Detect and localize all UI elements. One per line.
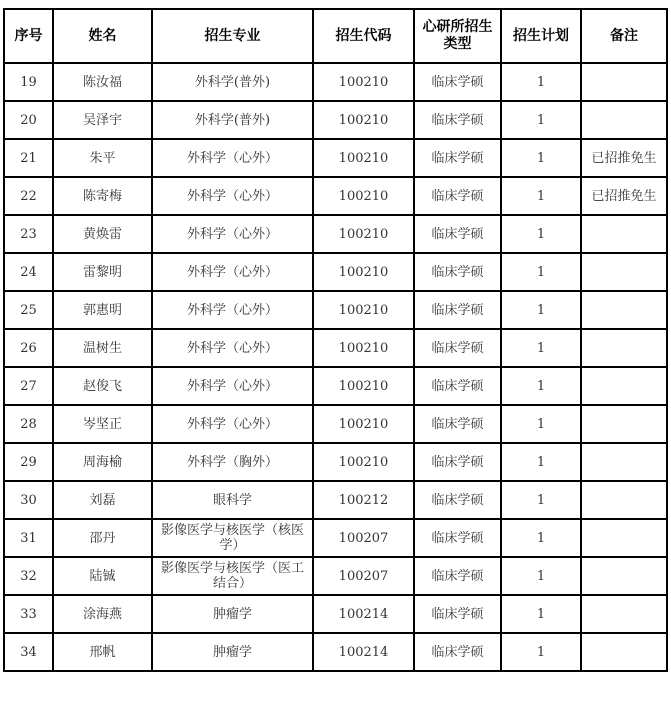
cell-code: 100210 xyxy=(313,139,414,177)
cell-major: 外科学（心外） xyxy=(152,405,313,443)
cell-name: 郭惠明 xyxy=(53,291,152,329)
cell-plan: 1 xyxy=(501,177,581,215)
cell-name: 刘磊 xyxy=(53,481,152,519)
cell-index: 25 xyxy=(4,291,53,329)
cell-index: 19 xyxy=(4,63,53,101)
table-row xyxy=(4,405,667,443)
cell-major: 外科学（心外） xyxy=(152,139,313,177)
cell-type: 临床学硕 xyxy=(414,139,501,177)
cell-index: 29 xyxy=(4,443,53,481)
cell-index: 32 xyxy=(4,557,53,595)
cell-name: 陈寄梅 xyxy=(53,177,152,215)
header-code: 招生代码 xyxy=(313,9,414,63)
table-row xyxy=(4,329,667,367)
cell-code: 100214 xyxy=(313,595,414,633)
cell-note xyxy=(581,215,667,253)
cell-major: 外科学（心外） xyxy=(152,177,313,215)
cell-plan: 1 xyxy=(501,367,581,405)
cell-plan: 1 xyxy=(501,63,581,101)
cell-type: 临床学硕 xyxy=(414,177,501,215)
cell-code: 100210 xyxy=(313,443,414,481)
cell-plan: 1 xyxy=(501,139,581,177)
cell-code: 100210 xyxy=(313,405,414,443)
cell-note xyxy=(581,481,667,519)
cell-index: 33 xyxy=(4,595,53,633)
cell-type: 临床学硕 xyxy=(414,519,501,557)
cell-index: 34 xyxy=(4,633,53,671)
cell-index: 20 xyxy=(4,101,53,139)
cell-type: 临床学硕 xyxy=(414,633,501,671)
cell-type: 临床学硕 xyxy=(414,101,501,139)
cell-plan: 1 xyxy=(501,215,581,253)
header-note: 备注 xyxy=(581,9,667,63)
cell-plan: 1 xyxy=(501,595,581,633)
cell-type: 临床学硕 xyxy=(414,443,501,481)
header-name: 姓名 xyxy=(53,9,152,63)
cell-name: 吴泽宇 xyxy=(53,101,152,139)
cell-index: 28 xyxy=(4,405,53,443)
table-row xyxy=(4,633,667,671)
cell-name: 黄焕雷 xyxy=(53,215,152,253)
cell-name: 周海榆 xyxy=(53,443,152,481)
table-row xyxy=(4,443,667,481)
cell-note xyxy=(581,253,667,291)
cell-major: 肿瘤学 xyxy=(152,595,313,633)
cell-name: 赵俊飞 xyxy=(53,367,152,405)
cell-name: 陆铖 xyxy=(53,557,152,595)
cell-name: 温树生 xyxy=(53,329,152,367)
table-body xyxy=(4,63,667,671)
cell-code: 100214 xyxy=(313,633,414,671)
cell-note xyxy=(581,519,667,557)
cell-note xyxy=(581,557,667,595)
cell-type: 临床学硕 xyxy=(414,367,501,405)
cell-major: 影像医学与核医学（核医学） xyxy=(152,519,313,557)
cell-note xyxy=(581,633,667,671)
cell-major: 外科学（心外） xyxy=(152,215,313,253)
cell-type: 临床学硕 xyxy=(414,595,501,633)
cell-code: 100210 xyxy=(313,101,414,139)
table-row xyxy=(4,481,667,519)
table-row xyxy=(4,595,667,633)
cell-index: 26 xyxy=(4,329,53,367)
cell-plan: 1 xyxy=(501,481,581,519)
table-row xyxy=(4,253,667,291)
table-row xyxy=(4,177,667,215)
cell-index: 30 xyxy=(4,481,53,519)
cell-type: 临床学硕 xyxy=(414,253,501,291)
cell-code: 100210 xyxy=(313,63,414,101)
cell-code: 100210 xyxy=(313,367,414,405)
cell-index: 22 xyxy=(4,177,53,215)
cell-name: 岑坚正 xyxy=(53,405,152,443)
cell-plan: 1 xyxy=(501,329,581,367)
cell-code: 100210 xyxy=(313,253,414,291)
table-row xyxy=(4,139,667,177)
cell-code: 100210 xyxy=(313,215,414,253)
table-header-row xyxy=(4,9,667,63)
header-major: 招生专业 xyxy=(152,9,313,63)
cell-note xyxy=(581,329,667,367)
cell-code: 100210 xyxy=(313,291,414,329)
cell-note xyxy=(581,367,667,405)
cell-note xyxy=(581,291,667,329)
cell-index: 31 xyxy=(4,519,53,557)
cell-name: 涂海燕 xyxy=(53,595,152,633)
cell-type: 临床学硕 xyxy=(414,291,501,329)
cell-major: 外科学（心外） xyxy=(152,329,313,367)
cell-major: 外科学（心外） xyxy=(152,253,313,291)
cell-note xyxy=(581,443,667,481)
cell-name: 雷黎明 xyxy=(53,253,152,291)
enrollment-table xyxy=(3,8,668,672)
cell-code: 100212 xyxy=(313,481,414,519)
cell-note xyxy=(581,101,667,139)
cell-name: 朱平 xyxy=(53,139,152,177)
cell-major: 外科学（胸外） xyxy=(152,443,313,481)
header-plan: 招生计划 xyxy=(501,9,581,63)
cell-note xyxy=(581,595,667,633)
cell-major: 外科学（心外） xyxy=(152,367,313,405)
table-row xyxy=(4,101,667,139)
cell-major: 肿瘤学 xyxy=(152,633,313,671)
cell-note xyxy=(581,63,667,101)
cell-plan: 1 xyxy=(501,253,581,291)
cell-plan: 1 xyxy=(501,519,581,557)
table-row xyxy=(4,63,667,101)
table-row xyxy=(4,519,667,557)
cell-major: 外科学(普外) xyxy=(152,63,313,101)
cell-type: 临床学硕 xyxy=(414,557,501,595)
cell-type: 临床学硕 xyxy=(414,481,501,519)
cell-code: 100210 xyxy=(313,177,414,215)
cell-major: 外科学（心外） xyxy=(152,291,313,329)
cell-plan: 1 xyxy=(501,633,581,671)
cell-index: 24 xyxy=(4,253,53,291)
cell-index: 23 xyxy=(4,215,53,253)
cell-plan: 1 xyxy=(501,291,581,329)
cell-name: 邵丹 xyxy=(53,519,152,557)
table-row xyxy=(4,367,667,405)
cell-type: 临床学硕 xyxy=(414,329,501,367)
cell-name: 陈汝福 xyxy=(53,63,152,101)
cell-note xyxy=(581,405,667,443)
table-row xyxy=(4,557,667,595)
cell-major: 外科学(普外) xyxy=(152,101,313,139)
enrollment-table-sheet xyxy=(3,8,668,672)
cell-plan: 1 xyxy=(501,405,581,443)
cell-type: 临床学硕 xyxy=(414,63,501,101)
cell-note: 已招推免生 xyxy=(581,177,667,215)
header-type: 心研所招生类型 xyxy=(414,9,501,63)
cell-type: 临床学硕 xyxy=(414,215,501,253)
cell-plan: 1 xyxy=(501,557,581,595)
cell-code: 100210 xyxy=(313,329,414,367)
cell-code: 100207 xyxy=(313,557,414,595)
cell-code: 100207 xyxy=(313,519,414,557)
cell-major: 影像医学与核医学（医工结合） xyxy=(152,557,313,595)
cell-index: 27 xyxy=(4,367,53,405)
cell-note: 已招推免生 xyxy=(581,139,667,177)
header-index: 序号 xyxy=(4,9,53,63)
table-row xyxy=(4,215,667,253)
cell-type: 临床学硕 xyxy=(414,405,501,443)
table-row xyxy=(4,291,667,329)
cell-index: 21 xyxy=(4,139,53,177)
cell-plan: 1 xyxy=(501,101,581,139)
cell-plan: 1 xyxy=(501,443,581,481)
cell-name: 邢帆 xyxy=(53,633,152,671)
cell-major: 眼科学 xyxy=(152,481,313,519)
